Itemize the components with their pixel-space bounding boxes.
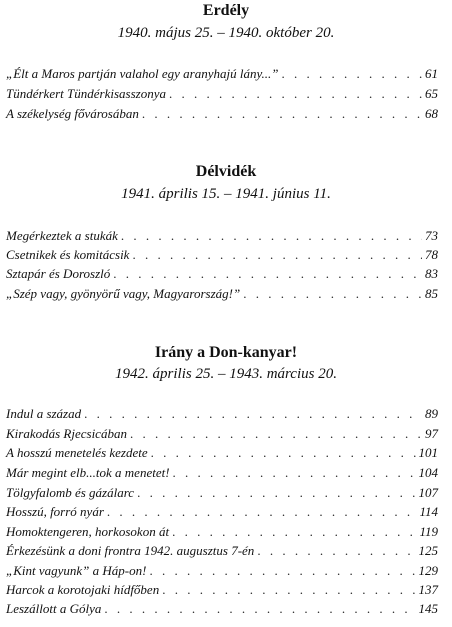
toc-entry[interactable] <box>6 426 438 442</box>
toc-entry-page: 107 <box>418 485 438 500</box>
toc-entry-page: 89 <box>425 406 438 421</box>
toc-entry-page: 119 <box>419 524 438 539</box>
toc-entry[interactable] <box>6 563 438 579</box>
toc-entry-title: Harcok a korotojaki hídfőben <box>6 582 160 597</box>
toc-entry-title: Hosszú, forró nyár <box>6 504 104 519</box>
dot-leader <box>84 406 422 422</box>
toc-entry-title: Megérkeztek a stukák <box>6 228 118 243</box>
toc-entry[interactable] <box>6 228 438 244</box>
dot-leader <box>130 426 422 442</box>
toc-entry[interactable] <box>6 504 438 520</box>
dot-leader <box>107 504 417 520</box>
toc-entry[interactable] <box>6 524 438 540</box>
toc-entry-page: 78 <box>425 247 438 262</box>
dot-leader <box>132 247 422 263</box>
toc-entry[interactable] <box>6 406 438 422</box>
dot-leader <box>172 524 416 540</box>
toc-entry[interactable] <box>6 445 438 461</box>
toc-entry-page: 61 <box>425 66 438 81</box>
toc-entry-title: Tündérkert Tündérkisasszonya <box>6 86 166 101</box>
toc-entry-page: 137 <box>418 582 438 597</box>
toc-entry-title: Csetnikek és komitácsik <box>6 247 130 262</box>
toc-entry-title: Homoktengeren, horkosokon át <box>6 524 170 539</box>
toc-entry-page: 68 <box>425 106 438 121</box>
toc-entry-page: 129 <box>418 563 438 578</box>
toc-entry[interactable] <box>6 543 438 559</box>
dot-leader <box>113 266 422 282</box>
toc-entry-page: 83 <box>425 266 438 281</box>
toc-entry[interactable] <box>6 465 438 481</box>
toc-entry[interactable] <box>6 266 438 282</box>
section-dates: 1941. április 15. – 1941. június 11. <box>121 186 331 202</box>
dot-leader <box>151 445 416 461</box>
section-dates: 1940. május 25. – 1940. október 20. <box>117 25 335 41</box>
dot-leader <box>104 601 415 617</box>
toc-entry-title: Indul a század <box>6 406 82 421</box>
toc-entry-title: A székelység fővárosában <box>6 106 139 121</box>
dot-leader <box>162 582 415 598</box>
toc-entry-page: 97 <box>425 426 438 441</box>
toc-entry[interactable] <box>6 286 438 302</box>
toc-entry[interactable] <box>6 582 438 598</box>
toc-entry-title: A hosszú menetelés kezdete <box>6 445 148 460</box>
toc-entry-title: Kirakodás Rjecsicában <box>6 426 127 441</box>
toc-entry[interactable] <box>6 247 438 263</box>
toc-entry-title: „Élt a Maros partján valahol egy aranyhajú lány...” <box>6 66 279 81</box>
toc-entry-page: 73 <box>425 228 438 243</box>
toc-entry-page: 101 <box>418 445 438 460</box>
section-title: Irány a Don-kanyar! <box>154 344 298 361</box>
dot-leader <box>121 228 422 244</box>
toc-entry-page: 114 <box>419 504 438 519</box>
toc-entry-page: 65 <box>425 86 438 101</box>
dot-leader <box>282 66 422 82</box>
toc-entry-page: 145 <box>418 601 438 616</box>
toc-entry-title: Már megint elb...tok a menetet! <box>6 465 170 480</box>
dot-leader <box>173 465 416 481</box>
dot-leader <box>257 543 415 559</box>
toc-entry-title: Sztapár és Doroszló <box>6 266 111 281</box>
dot-leader <box>149 563 415 579</box>
section-dates: 1942. április 25. – 1943. március 20. <box>115 366 337 382</box>
dot-leader <box>243 286 422 302</box>
toc-entry-page: 85 <box>425 286 438 301</box>
toc-entry[interactable] <box>6 485 438 501</box>
dot-leader <box>137 485 415 501</box>
toc-entry-page: 104 <box>418 465 438 480</box>
toc-entry-title: Tölgyfalomb és gázálarc <box>6 485 135 500</box>
section-title: Erdély <box>202 2 250 19</box>
toc-entry[interactable] <box>6 601 438 617</box>
dot-leader <box>169 86 422 102</box>
toc-entry[interactable] <box>6 66 438 82</box>
toc-entry-title: Leszállott a Gólya <box>6 601 102 616</box>
toc-entry[interactable] <box>6 86 438 102</box>
toc-entry-title: Érkezésünk a doni frontra 1942. augusztus 7-én <box>6 543 255 558</box>
section-title: Délvidék <box>195 163 257 180</box>
toc-entry-page: 125 <box>418 543 438 558</box>
dot-leader <box>142 106 422 122</box>
toc-entry-title: „Szép vagy, gyönyörű vagy, Magyarország!” <box>6 286 241 301</box>
toc-entry[interactable] <box>6 106 438 122</box>
toc-entry-title: „Kint vagyunk” a Háp-on! <box>6 563 147 578</box>
